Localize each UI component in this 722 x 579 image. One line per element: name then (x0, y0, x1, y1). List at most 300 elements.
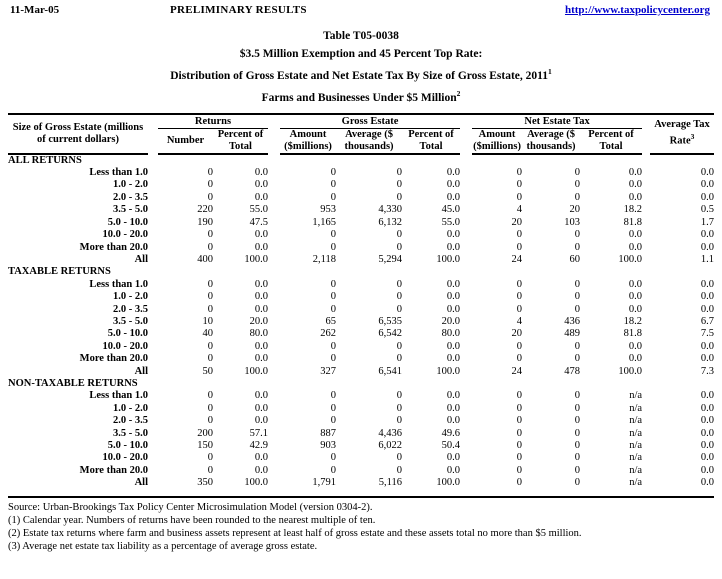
cell-value: 0 (330, 191, 337, 203)
cell-value: 0 (574, 291, 581, 303)
column-spacer (148, 390, 158, 402)
cell-value: 81.8 (623, 216, 643, 228)
col-header-size-of-gross-estate: Size of Gross Estate (millions of current dollars) (8, 114, 148, 154)
cell-value: 0.0 (446, 390, 461, 402)
cell-value: 0.0 (628, 167, 643, 179)
column-spacer (460, 415, 472, 427)
column-spacer (268, 167, 280, 179)
cell-value: n/a (629, 452, 643, 464)
column-spacer (148, 403, 158, 415)
column-spacer (148, 477, 158, 489)
cell-value: 20.0 (441, 315, 461, 327)
row-label: 1.0 - 2.0 (113, 291, 148, 303)
column-spacer (148, 366, 158, 378)
cell-value: n/a (629, 390, 643, 402)
column-spacer (148, 229, 158, 241)
cell-value: 190 (197, 216, 213, 228)
cell-value: 0 (330, 415, 337, 427)
row-label: 10.0 - 20.0 (102, 229, 148, 241)
table-row (8, 465, 714, 477)
cell-value: 953 (320, 204, 337, 216)
date-label: 11-Mar-05 (10, 4, 60, 16)
table-row (8, 179, 714, 191)
cell-value: 6,541 (378, 365, 403, 377)
exemption-rate-title: $3.5 Million Exemption and 45 Percent Top Rate: (239, 47, 483, 60)
group-header-returns: Returns (158, 114, 268, 129)
cell-value: 24 (511, 253, 523, 265)
cell-value: 0.0 (254, 241, 269, 253)
cell-value: 18.2 (623, 204, 643, 216)
cell-value: 0 (574, 464, 581, 476)
row-label: 10.0 - 20.0 (102, 340, 148, 352)
cell-value: 0 (330, 464, 337, 476)
cell-value: 0 (396, 229, 403, 241)
cell-value: 0 (396, 291, 403, 303)
cell-value: 1,791 (312, 477, 337, 489)
cell-value: 65 (325, 315, 337, 327)
cell-value: 0.0 (628, 191, 643, 203)
cell-value: n/a (629, 415, 643, 427)
cell-value: 24 (511, 365, 523, 377)
cell-value: 0 (574, 229, 581, 241)
table-row (8, 353, 714, 365)
cell-value: 0 (207, 353, 213, 365)
cell-value: 6,022 (378, 440, 403, 451)
cell-value: 60 (569, 253, 581, 265)
cell-value: 0 (574, 167, 581, 179)
column-spacer (642, 192, 650, 204)
cell-value: 0.0 (700, 303, 715, 315)
header-spacer (642, 114, 650, 154)
column-spacer (460, 452, 472, 464)
column-spacer (642, 217, 650, 229)
title-block (0, 28, 722, 108)
column-spacer (460, 229, 472, 241)
average-tax-rate-text: Average Tax Rate (654, 119, 710, 147)
section-header-row (8, 154, 714, 167)
cell-value: 1.7 (700, 216, 715, 228)
column-spacer (460, 341, 472, 353)
column-spacer (148, 279, 158, 291)
cell-value: 0 (516, 353, 523, 365)
cell-value: 20.0 (249, 315, 269, 327)
column-spacer (268, 254, 280, 266)
cell-value: 100.0 (436, 477, 461, 489)
cell-value: 4 (516, 204, 523, 216)
cell-value: 20 (511, 216, 523, 228)
cell-value: 0.0 (700, 291, 715, 303)
cell-value: 0.0 (254, 291, 269, 303)
cell-value: 0 (396, 464, 403, 476)
cell-value: n/a (629, 402, 643, 414)
cell-value: 0.0 (446, 340, 461, 352)
cell-value: 0 (330, 167, 337, 179)
cell-value: 0.0 (446, 278, 461, 290)
column-spacer (642, 415, 650, 427)
column-spacer (268, 452, 280, 464)
cell-value: 0 (330, 390, 337, 402)
column-spacer (268, 403, 280, 415)
column-spacer (642, 254, 650, 266)
column-spacer (148, 428, 158, 440)
column-spacer (642, 452, 650, 464)
column-spacer (642, 304, 650, 316)
section-label: TAXABLE RETURNS (8, 266, 111, 278)
cell-value: 4 (516, 315, 523, 327)
cell-value: 0 (516, 402, 523, 414)
cell-value: 0 (207, 390, 213, 402)
column-spacer (268, 217, 280, 229)
cell-value: 0 (330, 303, 337, 315)
header-spacer (460, 114, 472, 154)
cell-value: 0 (516, 340, 523, 352)
table-row (8, 254, 714, 266)
cell-value: 200 (197, 427, 213, 439)
cell-value: 103 (564, 216, 581, 228)
column-spacer (268, 279, 280, 291)
column-spacer (642, 229, 650, 241)
cell-value: 489 (564, 328, 581, 340)
cell-value: 0.0 (700, 278, 715, 290)
col-header-net-percent: Percent of Total (580, 128, 642, 154)
row-label: More than 20.0 (79, 241, 148, 253)
column-spacer (268, 390, 280, 402)
cell-value: 0.0 (446, 415, 461, 427)
cell-value: 0 (396, 303, 403, 315)
cell-value: 100.0 (436, 253, 461, 265)
cell-value: 0 (516, 291, 523, 303)
column-spacer (148, 204, 158, 216)
row-label: All (134, 365, 148, 377)
column-spacer (460, 204, 472, 216)
cell-value: 100.0 (618, 253, 643, 265)
cell-value: 50.4 (441, 440, 461, 451)
row-label: 3.5 - 5.0 (113, 315, 148, 327)
table-row (8, 415, 714, 427)
table-row (8, 217, 714, 229)
cell-value: 0.0 (446, 353, 461, 365)
cell-value: 0 (574, 340, 581, 352)
cell-value: 0.0 (446, 167, 461, 179)
column-spacer (460, 316, 472, 328)
cell-value: 0.0 (254, 167, 269, 179)
column-spacer (268, 477, 280, 489)
column-spacer (460, 403, 472, 415)
footnote-2: (2) Estate tax returns where farm and business assets represent at least half of gross estate and these assets total no more than $5 million. (8, 527, 582, 539)
column-spacer (148, 179, 158, 191)
cell-value: 10 (202, 315, 213, 327)
cell-value: 0 (516, 464, 523, 476)
column-spacer (642, 316, 650, 328)
column-spacer (460, 179, 472, 191)
top-bar (0, 0, 722, 20)
cell-value: 0 (396, 402, 403, 414)
column-spacer (268, 229, 280, 241)
cell-value: 0 (396, 353, 403, 365)
cell-value: 6.7 (700, 315, 715, 327)
row-label: More than 20.0 (79, 353, 148, 365)
footnote-marker-1: 1 (548, 67, 552, 76)
cell-value: 0.0 (700, 427, 715, 439)
row-label: 10.0 - 20.0 (102, 452, 148, 464)
cell-value: 0.0 (446, 402, 461, 414)
column-spacer (148, 328, 158, 340)
col-header-returns-number: Number (158, 128, 213, 154)
row-label: 3.5 - 5.0 (113, 427, 148, 439)
cell-value: 150 (197, 440, 213, 451)
cell-value: 0.0 (628, 353, 643, 365)
column-spacer (642, 167, 650, 179)
table-row (8, 477, 714, 489)
column-spacer (642, 440, 650, 452)
cell-value: 42.9 (249, 440, 269, 451)
cell-value: 0.0 (700, 402, 715, 414)
cell-value: 0 (396, 191, 403, 203)
cell-value: 0.0 (254, 229, 269, 241)
column-spacer (268, 304, 280, 316)
cell-value: 6,132 (378, 216, 403, 228)
cell-value: 47.5 (249, 216, 269, 228)
cell-value: 0 (574, 440, 581, 451)
table-header (8, 114, 714, 154)
footnote-marker-3: 3 (690, 132, 695, 142)
cell-value: 7.5 (700, 328, 715, 340)
cell-value: 436 (564, 315, 581, 327)
column-spacer (268, 179, 280, 191)
row-label: 5.0 - 10.0 (107, 440, 148, 451)
taxpolicycenter-link[interactable]: http://www.taxpolicycenter.org (564, 4, 710, 16)
cell-value: 0.0 (700, 440, 715, 451)
column-spacer (268, 353, 280, 365)
column-spacer (642, 403, 650, 415)
cell-value: 5,116 (378, 477, 403, 489)
cell-value: 0.0 (254, 415, 269, 427)
cell-value: 0 (574, 353, 581, 365)
cell-value: 6,535 (378, 315, 403, 327)
column-spacer (460, 279, 472, 291)
column-spacer (148, 242, 158, 254)
cell-value: 0 (574, 415, 581, 427)
cell-value: 0 (330, 353, 337, 365)
cell-value: 40 (202, 328, 213, 340)
table-row (8, 452, 714, 464)
table-row (8, 341, 714, 353)
row-label: Less than 1.0 (89, 167, 148, 179)
row-label: Less than 1.0 (89, 390, 148, 402)
footnote-1: (1) Calendar year. Numbers of returns have been rounded to the nearest multiple of ten. (8, 514, 376, 526)
cell-value: 0 (574, 390, 581, 402)
row-label: More than 20.0 (79, 464, 148, 476)
cell-value: 0.0 (628, 291, 643, 303)
cell-value: 0 (574, 303, 581, 315)
cell-value: 0 (516, 241, 523, 253)
table-row (8, 204, 714, 216)
cell-value: 0.0 (254, 353, 269, 365)
column-spacer (148, 254, 158, 266)
cell-value: 0.0 (446, 191, 461, 203)
cell-value: 0.0 (628, 303, 643, 315)
farms-businesses-title (0, 85, 722, 107)
distribution-title (0, 63, 722, 85)
cell-value: 0 (207, 179, 213, 191)
cell-value: 0 (396, 278, 403, 290)
cell-value: 0 (516, 179, 523, 191)
cell-value: 0 (396, 340, 403, 352)
cell-value: 0.0 (700, 415, 715, 427)
cell-value: 0.0 (700, 229, 715, 241)
cell-value: 0 (516, 390, 523, 402)
footnote-3: (3) Average net estate tax liability as a percentage of average gross estate. (8, 540, 318, 552)
cell-value: 0.0 (700, 464, 715, 476)
cell-value: 0.0 (446, 241, 461, 253)
cell-value: 0 (207, 291, 213, 303)
cell-value: 2,118 (312, 253, 337, 265)
table-row (8, 167, 714, 179)
row-label: 5.0 - 10.0 (107, 216, 148, 228)
header-spacer (268, 114, 280, 154)
group-header-row (8, 114, 714, 129)
cell-value: 1,165 (312, 216, 337, 228)
column-spacer (148, 304, 158, 316)
cell-value: n/a (629, 427, 643, 439)
cell-value: 0 (396, 167, 403, 179)
cell-value: 0.0 (254, 179, 269, 191)
column-spacer (460, 242, 472, 254)
cell-value: 0 (207, 415, 213, 427)
row-label: 5.0 - 10.0 (107, 328, 148, 340)
row-label: 1.0 - 2.0 (113, 179, 148, 191)
cell-value: 20 (511, 328, 523, 340)
table-bottom-rule (8, 496, 714, 498)
col-header-net-amount: Amount ($millions) (473, 128, 521, 152)
cell-value: 0 (516, 229, 523, 241)
column-spacer (148, 192, 158, 204)
cell-value: 0.0 (254, 402, 269, 414)
cell-value: 478 (564, 365, 581, 377)
cell-value: 55.0 (441, 216, 461, 228)
cell-value: 80.0 (441, 328, 461, 340)
cell-value: 0 (207, 241, 213, 253)
column-spacer (460, 217, 472, 229)
cell-value: 0 (207, 402, 213, 414)
cell-value: 0.0 (700, 452, 715, 464)
table-row (8, 229, 714, 241)
cell-value: 0 (516, 191, 523, 203)
table-row (8, 291, 714, 303)
column-spacer (268, 415, 280, 427)
section-header-row (8, 378, 714, 390)
footnotes (8, 501, 722, 553)
cell-value: 0 (516, 303, 523, 315)
cell-value: 100.0 (436, 365, 461, 377)
column-spacer (268, 242, 280, 254)
column-spacer (268, 440, 280, 452)
farms-businesses-title-text: Farms and Businesses Under $5 Million (261, 92, 457, 105)
cell-value: 0.0 (700, 353, 715, 365)
cell-value: 45.0 (441, 204, 461, 216)
section-header-row (8, 266, 714, 278)
column-spacer (148, 440, 158, 452)
cell-value: 0 (574, 278, 581, 290)
cell-value: 100.0 (244, 477, 269, 489)
cell-value: 903 (320, 440, 337, 451)
table-row (8, 242, 714, 254)
column-spacer (460, 440, 472, 452)
header-spacer (148, 114, 158, 154)
col-header-gross-average: Average ($ thousands) (336, 128, 402, 154)
section-label: NON-TAXABLE RETURNS (8, 377, 138, 389)
column-spacer (642, 242, 650, 254)
cell-value: 0.0 (700, 390, 715, 402)
column-spacer (642, 366, 650, 378)
column-spacer (148, 167, 158, 179)
cell-value: 7.3 (700, 365, 715, 377)
cell-value: 0 (516, 427, 523, 439)
cell-value: 0 (574, 191, 581, 203)
cell-value: 0.0 (254, 303, 269, 315)
cell-value: 0.0 (446, 452, 461, 464)
row-label: All (134, 253, 148, 265)
column-spacer (148, 217, 158, 229)
column-spacer (148, 316, 158, 328)
cell-value: 0.0 (254, 278, 269, 290)
cell-value: 4,436 (378, 427, 403, 439)
cell-value: 0.0 (446, 229, 461, 241)
cell-value: 0.0 (700, 167, 715, 179)
table-body (8, 154, 714, 490)
cell-value: 0.0 (254, 452, 269, 464)
cell-value: 0 (330, 241, 337, 253)
cell-value: 0 (516, 452, 523, 464)
cell-value: 0.0 (446, 464, 461, 476)
cell-value: 20 (569, 204, 581, 216)
cell-value: 0.0 (628, 278, 643, 290)
cell-value: 55.0 (249, 204, 269, 216)
cell-value: 0.0 (628, 241, 643, 253)
cell-value: 0 (330, 452, 337, 464)
cell-value: 0.0 (628, 179, 643, 191)
column-spacer (642, 428, 650, 440)
row-label: Less than 1.0 (89, 278, 148, 290)
column-spacer (642, 341, 650, 353)
distribution-title-text: Distribution of Gross Estate and Net Estate Tax By Size of Gross Estate, 2011 (170, 69, 549, 82)
group-header-net-estate-tax: Net Estate Tax (472, 114, 642, 129)
cell-value: 0.0 (446, 291, 461, 303)
column-spacer (460, 465, 472, 477)
cell-value: 400 (197, 253, 213, 265)
cell-value: 0 (207, 464, 213, 476)
column-spacer (148, 415, 158, 427)
col-header-gross-amount: Amount ($millions) (280, 128, 336, 154)
row-label: 3.5 - 5.0 (113, 204, 148, 216)
cell-value: 0 (516, 278, 523, 290)
column-spacer (148, 353, 158, 365)
column-spacer (268, 465, 280, 477)
table-row (8, 390, 714, 402)
cell-value: 0.0 (700, 191, 715, 203)
column-spacer (268, 366, 280, 378)
column-spacer (642, 353, 650, 365)
cell-value: 0 (516, 477, 523, 489)
column-spacer (460, 291, 472, 303)
column-spacer (642, 291, 650, 303)
column-spacer (460, 328, 472, 340)
cell-value: 4,330 (378, 204, 403, 216)
column-spacer (460, 477, 472, 489)
column-spacer (642, 477, 650, 489)
table-row (8, 403, 714, 415)
cell-value: 0 (516, 415, 523, 427)
